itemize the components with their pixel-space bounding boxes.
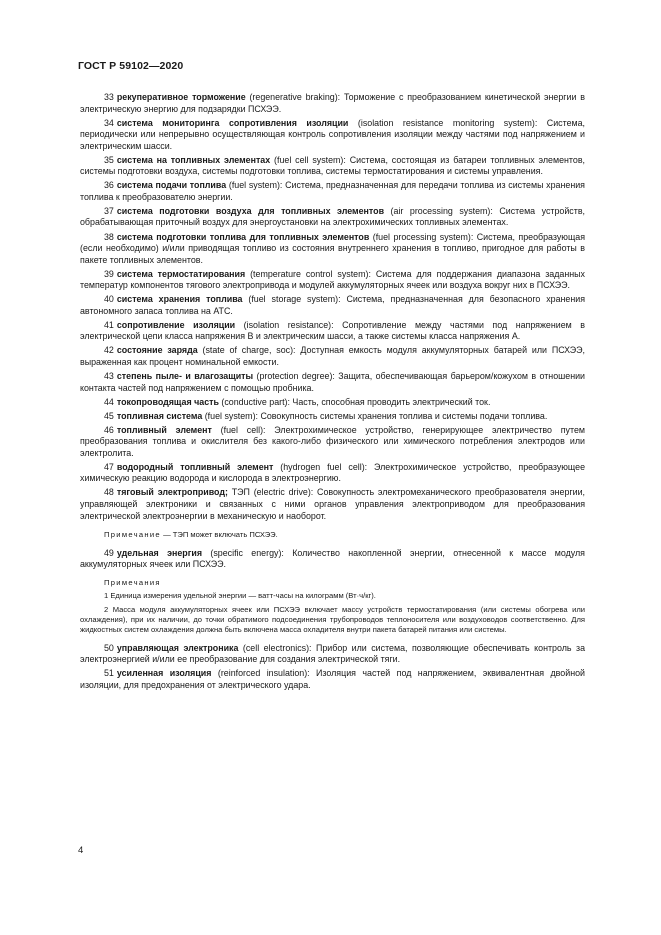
term-number: 37 [104, 205, 114, 216]
term-number: 43 [104, 371, 114, 382]
term-number: 41 [104, 319, 114, 330]
terms-content [80, 92, 585, 694]
term-name: система подготовки топлива для топливных элементов [116, 231, 370, 242]
term-definition: (state of charge, soc): Доступная емкость модуля аккумуляторных батарей или ПСХЭЭ, выраженная как процент номинальной емкости. [80, 345, 585, 367]
term-definition: (hydrogen fuel cell): Электрохимическое устройство, преобразующее химическую реакцию водорода и кислорода в электроэнергию. [80, 461, 585, 484]
note-item-2: 2 Масса модуля аккумуляторных ячеек или ПСХЭЭ включает массу устройств термостатирования (или системы обогрева или охлаждения), при их наличии, до точки обратимого подсоединения трубопроводов теплоносителя или воздуховодов соответственно. Для жидкостных систем охлаждения должна быть включена масса охладителя внутри пакета батарей питания или системы. [80, 604, 585, 635]
term-name: тяговый электропривод; [116, 487, 228, 498]
term-44 [80, 397, 585, 409]
term-name: система подачи топлива [116, 180, 227, 191]
term-definition: ТЭП (electric drive): Совокупность электромеханического преобразователя энергии, управляющей электроники и связанных с ними органов управления электроприводом для преобразования электрической электроэнергии в механическую и наоборот. [80, 487, 585, 521]
term-name: степень пыле- и влагозащиты [116, 371, 254, 382]
term-45 [80, 411, 585, 423]
term-number: 38 [104, 231, 114, 242]
term-name: сопротивление изоляции [116, 319, 236, 330]
term-name: рекуперативное торможение [116, 92, 246, 102]
note-item-1: 1 Единица измерения удельной энергии — ватт-часы на килограмм (Вт·ч/кг). [104, 591, 376, 601]
term-47 [80, 462, 585, 485]
note-text: — ТЭП может включать ПСХЭЭ. [160, 530, 278, 540]
term-39 [80, 269, 585, 292]
term-name: топливный элемент [116, 424, 212, 435]
term-definition: (cell electronics): Прибор или система, позволяющие обеспечивать контроль за электроэнергией и/или ее преобразование для создания электрической тяги. [80, 642, 586, 665]
term-definition: (isolation resistance): Сопротивление между частями под напряжением в электрической цепи класса напряжения В и электрическим шасси, а также системы класса напряжения А. [80, 319, 586, 342]
term-43 [80, 371, 585, 394]
note-term-48 [80, 530, 585, 540]
term-40 [80, 294, 585, 317]
term-definition: (regenerative braking): Торможение с преобразованием кинетической энергии в электрическую энергию для подзарядки ПСХЭЭ. [80, 92, 585, 114]
term-number: 40 [104, 294, 114, 305]
term-name: система термостатирования [116, 268, 246, 279]
term-number: 51 [104, 668, 114, 679]
term-33 [80, 92, 585, 115]
term-definition: (fuel storage system): Система, предназначенная для безопасного хранения автономного запаса топлива на АТС. [80, 294, 586, 316]
term-number: 39 [104, 268, 114, 279]
term-number: 49 [104, 547, 114, 558]
term-definition: (fuel processing system): Система, преобразующая (если необходимо) и/или приводящая топливо из состояния внутреннего хранения в топливо, пригодное для работы в пакете топливных элементов. [80, 231, 585, 265]
term-definition: (protection degree): Защита, обеспечивающая барьером/кожухом в отношении контакта частей под напряжением с помощью пробника. [80, 371, 586, 393]
term-definition: (temperature control system): Система для поддержания диапазона заданных температур компонентов тягового электропривода и модулей аккумуляторных ячеек или воздуха вокруг них в ПСХЭЭ. [80, 268, 585, 291]
term-name: система на топливных элементах [116, 154, 271, 165]
term-35 [80, 155, 585, 178]
term-number: 33 [104, 92, 114, 102]
term-46 [80, 425, 585, 460]
terms-list [80, 92, 585, 522]
term-number: 48 [104, 487, 114, 498]
term-number: 47 [104, 461, 114, 472]
term-51 [80, 668, 585, 691]
term-34 [80, 118, 585, 153]
term-number: 50 [104, 642, 114, 653]
term-name: усиленная изоляция [116, 668, 212, 679]
term-definition: (specific energy): Количество накопленной энергии, отнесенной к массе модуля аккумуляторных ячеек или ПСХЭЭ. [80, 547, 585, 570]
term-name: система подготовки воздуха для топливных элементов [116, 205, 385, 216]
term-48 [80, 487, 585, 522]
term-number: 46 [104, 424, 114, 435]
notes-title: Примечания [104, 577, 161, 587]
term-name: система мониторинга сопротивления изоляции [116, 117, 349, 128]
term-number: 35 [104, 154, 114, 165]
term-50 [80, 643, 585, 666]
term-definition: (isolation resistance monitoring system): Система, периодически или непрерывно осуществляющая контроль сопротивления изоляции между частями под напряжением и электрическим шасси. [80, 117, 586, 151]
page-number: 4 [78, 845, 84, 856]
term-36 [80, 180, 585, 203]
term-definition: (reinforced insulation): Изоляция частей под напряжением, эквивалентная двойной изоляции, для предохранения от электрического удара. [80, 668, 585, 690]
term-name: управляющая электроника [116, 642, 239, 653]
term-number: 36 [104, 180, 114, 191]
term-name: удельная энергия [116, 547, 203, 558]
term-37 [80, 206, 585, 229]
term-38 [80, 232, 585, 267]
note-label: Примечание [104, 530, 161, 540]
term-definition: (conductive part): Часть, способная проводить электрический ток. [218, 396, 491, 407]
term-name: система хранения топлива [116, 294, 243, 305]
term-name: токопроводящая часть [116, 396, 219, 407]
term-definition: (fuel cell system): Система, состоящая из батареи топливных элементов, системы подготовки воздуха, системы подготовки топлива, системы термостатирования и системы управления. [80, 154, 586, 177]
term-name: топливная система [116, 410, 203, 421]
term-definition: (air processing system): Система устройств, обрабатывающая приточный воздух для энергоустановки на электрохимических топливных элементах. [80, 205, 585, 228]
term-name: водородный топливный элемент [116, 461, 274, 472]
term-41 [80, 320, 585, 343]
term-definition: (fuel system): Совокупность системы хранения топлива и системы подачи топлива. [202, 410, 548, 421]
term-name: состояние заряда [116, 345, 198, 356]
term-number: 45 [104, 410, 114, 421]
term-49 [80, 548, 585, 571]
term-definition: (fuel system): Система, предназначенная для передачи топлива из системы хранения топлива к преобразователю энергии. [80, 180, 585, 202]
term-number: 34 [104, 117, 114, 128]
terms-list-end [80, 643, 585, 692]
term-number: 42 [104, 345, 114, 356]
standard-header: ГОСТ Р 59102—2020 [78, 60, 184, 72]
term-number: 44 [104, 396, 114, 407]
term-definition: (fuel cell): Электрохимическое устройство, генерирующее электричество путем преобразования топлива и окислителя без какого-либо физического или химического потребления электродов или электролита. [80, 424, 586, 458]
term-42 [80, 345, 585, 368]
